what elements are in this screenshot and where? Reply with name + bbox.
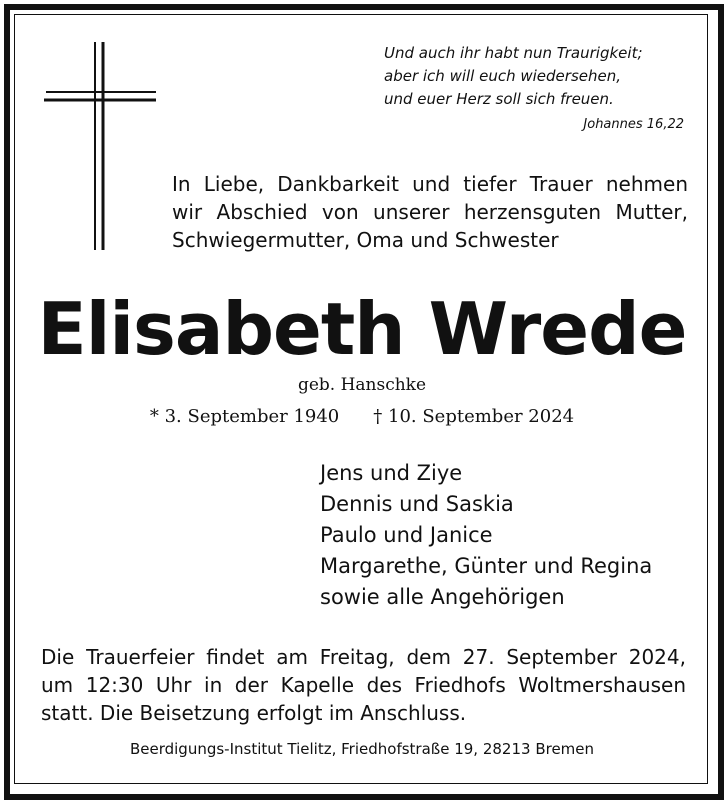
cross-icon [42,42,158,252]
bible-quote [384,42,684,136]
deceased-name: Elisabeth Wrede [37,287,687,371]
quote-line: aber ich will euch wiedersehen, [384,67,621,85]
quote-reference: Johannes 16,22 [583,117,684,132]
intro-line: Schwiegermutter, Oma und Schwester [172,228,559,252]
quote-line: Und auch ihr habt nun Traurigkeit; [384,44,643,62]
service-line: um 12:30 Uhr in der Kapelle des Friedhofs Woltmershausen [41,673,686,697]
mourners-list [320,458,652,613]
mourner-entry: Dennis und Saskia [320,492,514,516]
birth-date: * 3. September 1940 [149,406,340,427]
mourner-entry: Margarethe, Günter und Regina [320,554,653,578]
service-info [41,643,686,727]
birth-name: geb. Hanschke [297,375,427,395]
death-date: † 10. September 2024 [373,406,575,427]
life-dates [0,405,724,429]
intro-text [172,170,688,254]
mourner-entry: Jens und Ziye [320,461,463,485]
mourner-entry: Paulo und Janice [320,523,493,547]
service-line: Die Trauerfeier findet am Freitag, dem 27. September 2024, [41,645,686,669]
intro-line: wir Abschied von unserer herzensguten Mutter, [172,200,688,224]
funeral-home-footer: Beerdigungs-Institut Tielitz, Friedhofstraße 19, 28213 Bremen [129,740,595,758]
mourner-entry: sowie alle Angehörigen [320,585,565,609]
intro-line: In Liebe, Dankbarkeit und tiefer Trauer nehmen [172,172,688,196]
service-line: statt. Die Beisetzung erfolgt im Anschluss. [41,701,467,725]
quote-line: und euer Herz soll sich freuen. [384,90,614,108]
